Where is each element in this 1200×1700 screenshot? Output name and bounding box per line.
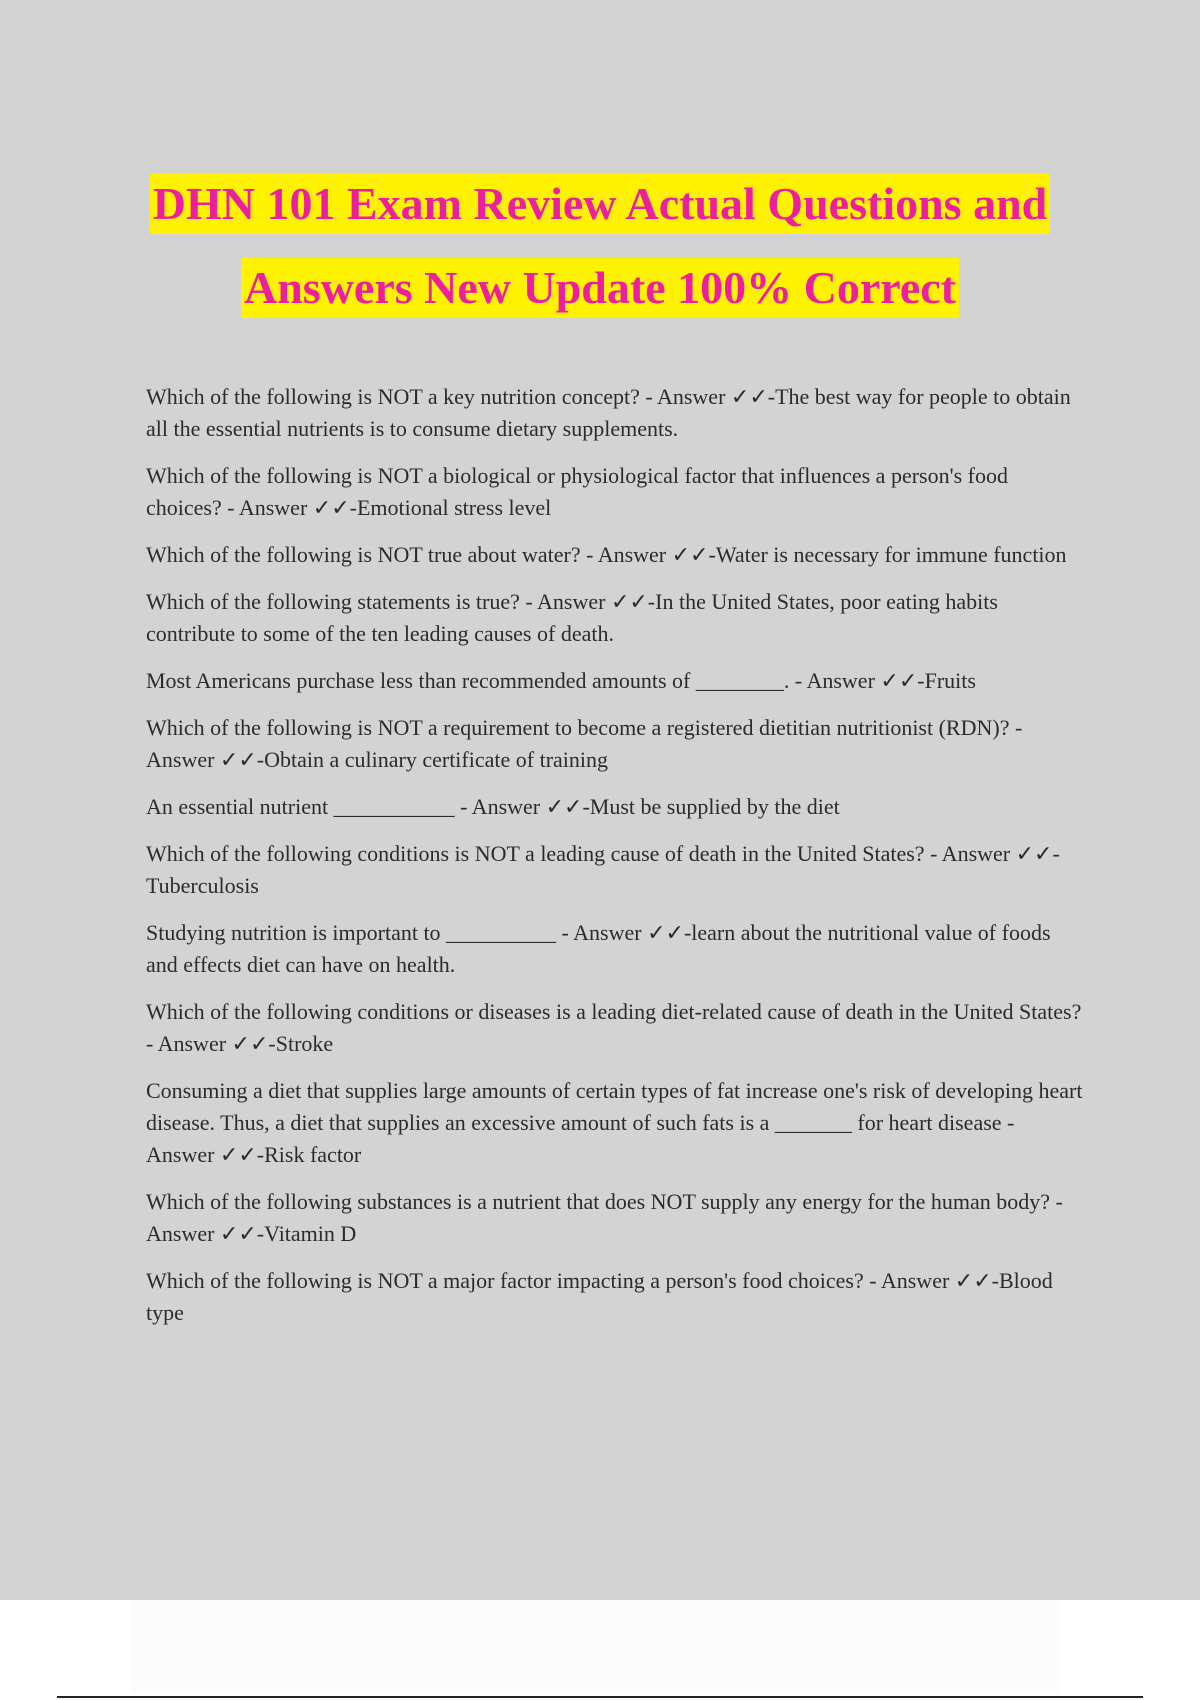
qa-item-1: Which of the following is NOT a key nutrition concept? - Answer ✓✓-The best way for people to obtain all the essential nutrients is to consume dietary supplements.: [146, 384, 1071, 441]
footer-divider: [57, 1696, 1143, 1698]
qa-item-3: Which of the following is NOT true about water? - Answer ✓✓-Water is necessary for immune function: [146, 542, 1067, 567]
qa-item-5: Most Americans purchase less than recommended amounts of ________. - Answer ✓✓-Fruits: [146, 668, 976, 693]
footer-panel: [130, 1600, 1060, 1694]
page-footer: [0, 1600, 1200, 1700]
qa-item-10: Which of the following conditions or diseases is a leading diet-related cause of death in the United States? - Answer ✓✓-Stroke: [146, 999, 1082, 1056]
qa-item-8: Which of the following conditions is NOT a leading cause of death in the United States? - Answer ✓✓-Tuberculosis: [146, 841, 1060, 898]
qa-item-11: Consuming a diet that supplies large amounts of certain types of fat increase one's risk of developing heart disease. Thus, a diet that supplies an excessive amount of such fats is a _______ for heart disease - Answer ✓✓-Risk factor: [146, 1078, 1083, 1167]
qa-item-4: Which of the following statements is true? - Answer ✓✓-In the United States, poor eating habits contribute to some of the ten leading causes of death.: [146, 589, 998, 646]
qa-item-7: An essential nutrient ___________ - Answer ✓✓-Must be supplied by the diet: [146, 794, 840, 819]
qa-item-13: Which of the following is NOT a major factor impacting a person's food choices? - Answer ✓✓-Blood type: [146, 1268, 1053, 1325]
qa-item-2: Which of the following is NOT a biological or physiological factor that influences a person's food choices? - Answer ✓✓-Emotional stress level: [146, 463, 1008, 520]
qa-list: [146, 381, 1086, 1344]
qa-item-6: Which of the following is NOT a requirement to become a registered dietitian nutritionist (RDN)? - Answer ✓✓-Obtain a culinary certificate of training: [146, 715, 1023, 772]
title-line-1: DHN 101 Exam Review Actual Questions and: [150, 174, 1050, 234]
qa-item-12: Which of the following substances is a nutrient that does NOT supply any energy for the human body? - Answer ✓✓-Vitamin D: [146, 1189, 1063, 1246]
title-line-2: Answers New Update 100% Correct: [241, 258, 959, 318]
document-title: [0, 162, 1200, 330]
qa-item-9: Studying nutrition is important to __________ - Answer ✓✓-learn about the nutritional value of foods and effects diet can have on health.: [146, 920, 1051, 977]
